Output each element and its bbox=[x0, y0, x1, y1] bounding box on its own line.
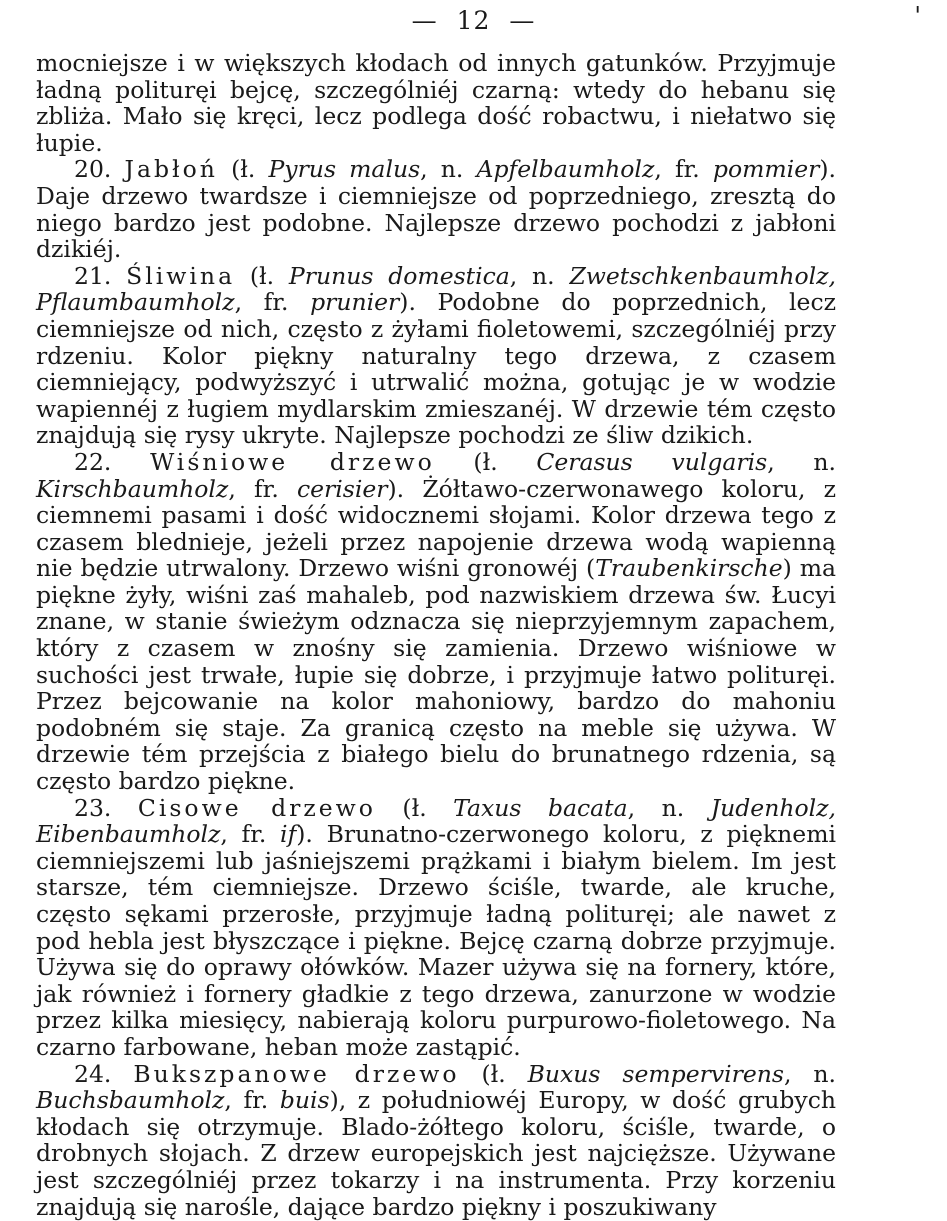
label-german: , n. bbox=[420, 155, 477, 184]
entry-name: Jabłoń bbox=[124, 155, 218, 184]
entry-23 bbox=[36, 795, 836, 1061]
entry-name: Cisowe drzewo bbox=[137, 793, 376, 822]
entry-body: ), z południowéj Europy, w dość grubych kłodach się otrzymuje. Blado-żółtego koloru, ściśle, twarde, o drobnych słojach. Z drzew europejskich jest najcięższe. Używane jest szczególniéj przez tokarzy i na instrumenta. Przy korzeniu znajdują się narośle, dające bardzo piękny i poszukiwany bbox=[36, 1086, 836, 1221]
entry-number: 20. bbox=[74, 155, 112, 184]
german-name: Kirschbaumholz bbox=[36, 474, 229, 503]
entry-24 bbox=[36, 1061, 836, 1221]
latin-name: Cerasus vulgaris bbox=[536, 447, 768, 476]
label-latin: (ł. bbox=[434, 447, 537, 476]
entry-name: Bukszpanowe drzewo bbox=[133, 1059, 460, 1088]
page-number: 12 bbox=[456, 6, 491, 35]
label-german: , n. bbox=[627, 793, 711, 822]
page-header bbox=[0, 6, 947, 35]
label-french: , fr. bbox=[220, 820, 281, 849]
label-french: , fr. bbox=[654, 155, 713, 184]
continuation-paragraph bbox=[36, 50, 836, 156]
entry-20 bbox=[36, 156, 836, 262]
label-french: , fr. bbox=[234, 288, 311, 317]
german-name: Judenholz, Eibenbaumholz bbox=[36, 793, 836, 849]
label-latin: (ł. bbox=[235, 261, 289, 290]
french-name: prunier bbox=[310, 288, 400, 317]
entry-number: 22. bbox=[74, 447, 112, 476]
label-french: , fr. bbox=[228, 474, 297, 503]
entry-body-a: ). Żółtawo-czerwonawego koloru, z ciemnemi pasami i dość widocznemi słojami. Kolor drzewa tego z czasem blednieje, jeżeli przez napojenie drzewa wodą wapienną nie będzie utrwalony. Drzewo wiśni gronowéj ( bbox=[36, 474, 836, 583]
french-name: pommier bbox=[712, 155, 820, 184]
french-name: if bbox=[280, 820, 297, 849]
french-name: cerisier bbox=[296, 474, 388, 503]
latin-name: Taxus bacata bbox=[453, 793, 628, 822]
label-latin: (ł. bbox=[375, 793, 454, 822]
label-german: , n. bbox=[783, 1059, 836, 1088]
latin-name: Buxus sempervirens bbox=[527, 1059, 784, 1088]
entry-number: 24. bbox=[74, 1059, 112, 1088]
entry-number: 21. bbox=[74, 261, 112, 290]
entry-21 bbox=[36, 263, 836, 449]
label-latin: (ł. bbox=[459, 1059, 528, 1088]
header-dash-left: — bbox=[411, 6, 438, 35]
label-german: , n. bbox=[509, 261, 570, 290]
entry-body: ). Brunatno-czerwonego koloru, z pięknemi ciemniejszemi lub jaśniejszemi prążkami i białym bielem. Im jest starsze, tém ciemniejsze. Drzewo ściśle, twarde, ale kruche, często sękami przerosłe, przyjmuje ładną polituręi; ale nawet z pod hebla jest błyszczące i piękne. Bejcę czarną dobrze przyjmuje. Używa się do oprawy ołówków. Mazer używa się na fornery, które, jak również i fornery gładkie z tego drzewa, zanurzone w wodzie przez kilka miesięcy, nabierają koloru purpurowo-fioletowego. Na czarno farbowane, heban może zastąpić. bbox=[36, 820, 836, 1061]
entry-name: Śliwina bbox=[126, 261, 236, 290]
label-french: , fr. bbox=[224, 1086, 280, 1115]
entry-body-b: ) ma piękne żyły, wiśni zaś mahaleb, pod nazwiskiem drzewa św. Łucyi znane, w stanie świeżym odznacza się nieprzyjemnym zapachem, który z czasem w znośny się zamienia. Drzewo wiśniowe w suchości jest trwałe, łupie się dobrze, i przyjmuje łatwo polituręi. Przez bejcowanie na kolor mahoniowy, bardzo do mahoniu podobném się staje. Za granicą często na meble się używa. W drzewie tém przejścia z białego bielu do brunatnego rdzenia, są często bardzo piękne. bbox=[36, 554, 836, 796]
label-latin: (ł. bbox=[217, 155, 269, 184]
entry-body: ). Podobne do poprzednich, lecz ciemniejsze od nich, często z żyłami fioletowemi, szczególniéj przy rdzeniu. Kolor piękny naturalny tego drzewa, z czasem ciemniejący, podwyższyć i utrwalić można, gotując je w wodzie wapiennéj z ługiem mydlarskim zmieszanéj. W drzewie tém często znajdują się rysy ukryte. Najlepsze pochodzi ze śliw dzikich. bbox=[36, 288, 836, 450]
latin-name: Prunus domestica bbox=[288, 261, 510, 290]
header-dash-right: — bbox=[509, 6, 536, 35]
label-german: , n. bbox=[767, 447, 836, 476]
entry-body: ). Daje drzewo twardsze i ciemniejsze od poprzedniego, zresztą do niego bardzo jest podobne. Najlepsze drzewo pochodzi z jabłoni dzikiéj. bbox=[36, 155, 836, 264]
entry-22 bbox=[36, 449, 836, 795]
corner-mark: ' bbox=[914, 2, 921, 30]
german-name: Apfelbaumholz bbox=[476, 155, 655, 184]
french-name: buis bbox=[279, 1086, 330, 1115]
german-name: Buchsbaumholz bbox=[36, 1086, 225, 1115]
body-text bbox=[36, 50, 836, 1220]
entry-number: 23. bbox=[74, 793, 112, 822]
italic-term: Traubenkirsche bbox=[595, 554, 783, 583]
german-name: Zwetschkenbaumholz, Pflaumbaumholz bbox=[36, 261, 836, 317]
entry-name: Wiśniowe drzewo bbox=[150, 447, 435, 476]
paragraph-text: mocniejsze i w większych kłodach od innych gatunków. Przyjmuje ładną polituręi bejcę, szczególniéj czarną: wtedy do hebanu się zbliża. Mało się kręci, lecz podlega dość robactwu, i niełatwo się łupie. bbox=[36, 49, 836, 157]
latin-name: Pyrus malus bbox=[268, 155, 421, 184]
